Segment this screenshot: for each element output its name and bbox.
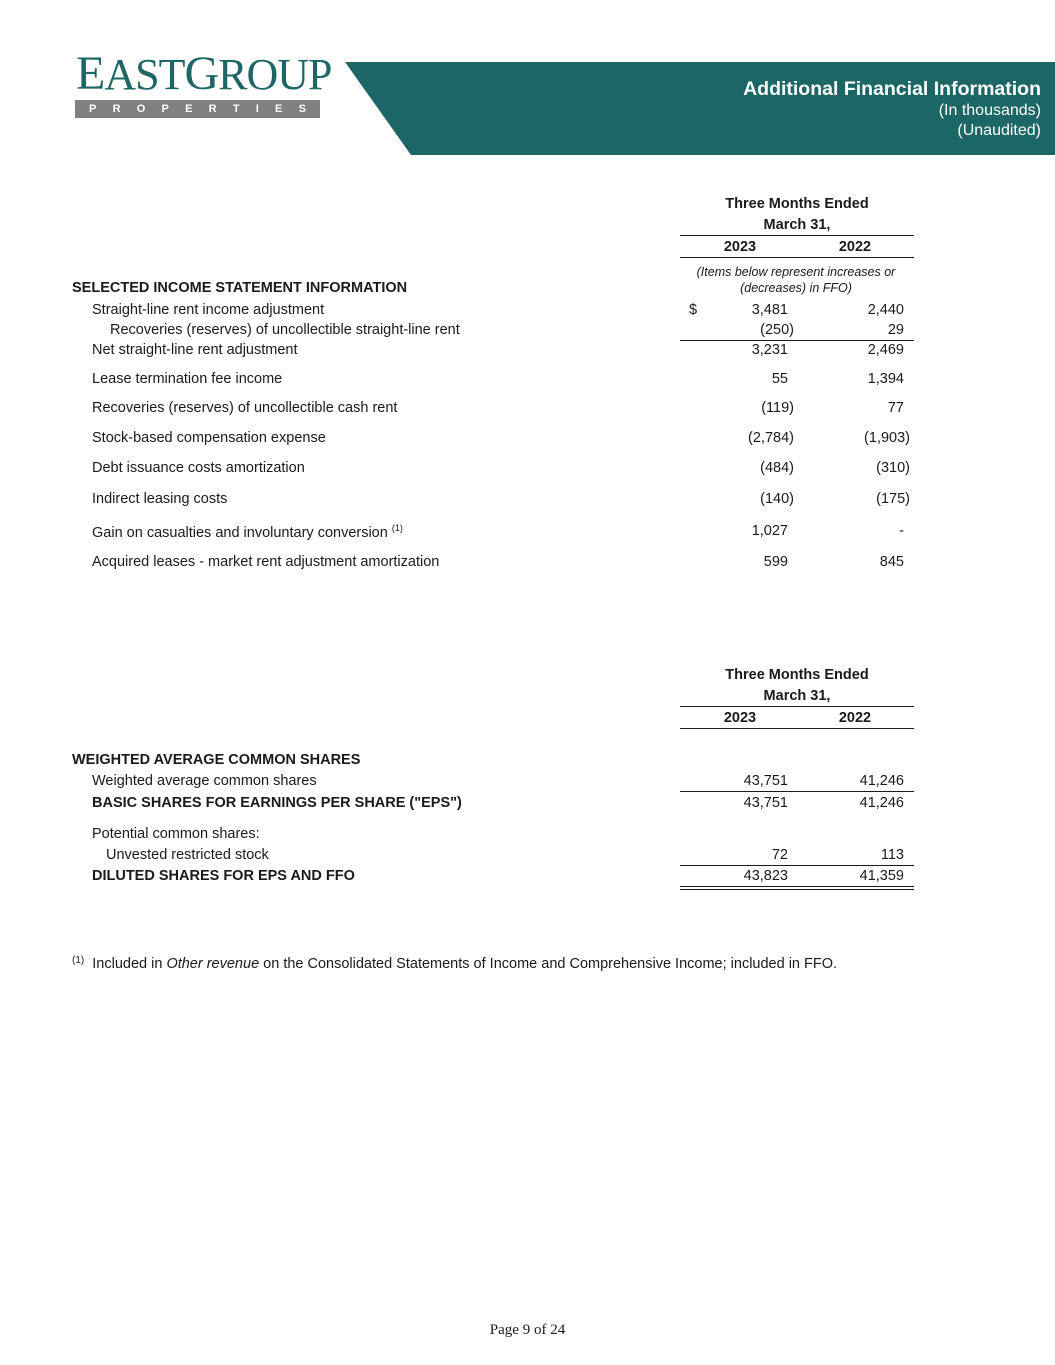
value-2022: 77 <box>887 400 904 416</box>
subtotal-rule <box>680 865 914 866</box>
company-logo-wordmark: EASTGROUP <box>76 47 332 100</box>
column-header-2022: 2022 <box>838 239 872 255</box>
page-title: Additional Financial Information <box>743 78 1041 100</box>
value-2023: 43,751 <box>743 773 788 789</box>
page-number: Page 9 of 24 <box>489 1322 566 1338</box>
row-label-basic-shares: BASIC SHARES FOR EARNINGS PER SHARE ("EPS") <box>92 795 462 811</box>
value-2023: (2,784) <box>748 430 794 446</box>
footnote-marker: (1) <box>72 955 85 966</box>
units-subtitle: (In thousands) <box>938 102 1041 119</box>
value-2022: 29 <box>887 322 904 338</box>
footnote-marker: (1) <box>391 523 403 533</box>
subtotal-rule <box>680 791 914 792</box>
dollar-sign: $ <box>689 302 698 318</box>
value-2022: 41,246 <box>859 795 904 811</box>
footnote-italic-term: Other revenue <box>166 956 260 972</box>
row-label-diluted-shares: DILUTED SHARES FOR EPS AND FFO <box>92 868 355 884</box>
value-2023: 43,751 <box>743 795 788 811</box>
value-2022: 1,394 <box>867 371 904 387</box>
value-2023: (140) <box>760 491 794 507</box>
header-rule <box>680 257 914 258</box>
total-double-rule <box>680 886 914 890</box>
row-label: Acquired leases - market rent adjustment amortization <box>92 554 440 570</box>
value-2022: 41,246 <box>859 773 904 789</box>
ffo-note: (Items below represent increases or (decreases) in FFO) <box>696 265 896 295</box>
value-2022: 845 <box>879 554 904 570</box>
value-2023: (250) <box>760 322 794 338</box>
period-header-date: March 31, <box>763 217 831 233</box>
header-rule <box>680 728 914 729</box>
value-2023: 1,027 <box>751 523 788 539</box>
footnote-text-start: Included in <box>92 956 167 972</box>
section-title-weighted-shares: WEIGHTED AVERAGE COMMON SHARES <box>72 752 361 768</box>
header-rule <box>680 706 914 707</box>
subtotal-rule <box>680 340 914 341</box>
value-2022: (310) <box>876 460 910 476</box>
value-2023: 72 <box>771 847 788 863</box>
row-label: Lease termination fee income <box>92 371 283 387</box>
row-label: Stock-based compensation expense <box>92 430 326 446</box>
footnote-text-end: on the Consolidated Statements of Income and Comprehensive Income; included in FFO. <box>259 956 838 972</box>
value-2023: 3,481 <box>751 302 788 318</box>
period-header: Three Months Ended <box>725 196 869 212</box>
value-2023: (484) <box>760 460 794 476</box>
period-header: Three Months Ended <box>725 667 869 683</box>
value-2022: - <box>899 523 904 539</box>
value-2022: 2,440 <box>867 302 904 318</box>
value-2023: 55 <box>771 371 788 387</box>
row-label: Potential common shares: <box>92 826 260 842</box>
value-2023: (119) <box>761 400 794 416</box>
company-logo-properties-bar: P R O P E R T I E S <box>75 100 320 118</box>
row-label: Straight-line rent income adjustment <box>92 302 325 318</box>
value-2022: 2,469 <box>867 342 904 358</box>
row-label: Gain on casualties and involuntary conversion $^{(1)}$ <box>92 523 403 541</box>
value-2022: (175) <box>876 491 910 507</box>
section-title-income-statement: SELECTED INCOME STATEMENT INFORMATION <box>72 280 408 296</box>
value-2023: 43,823 <box>743 868 788 884</box>
row-label: Unvested restricted stock <box>106 847 269 863</box>
period-header-date: March 31, <box>763 688 831 704</box>
row-label: Recoveries (reserves) of uncollectible cash rent <box>92 400 398 416</box>
row-label: Debt issuance costs amortization <box>92 460 305 476</box>
row-label: Net straight-line rent adjustment <box>92 342 298 358</box>
value-2022: 113 <box>880 847 904 863</box>
value-2023: 599 <box>763 554 788 570</box>
row-label: Weighted average common shares <box>92 773 317 789</box>
column-header-2023: 2023 <box>723 239 757 255</box>
value-2022: 41,359 <box>859 868 904 884</box>
value-2022: (1,903) <box>864 430 910 446</box>
row-label: Recoveries (reserves) of uncollectible straight-line rent <box>110 322 460 338</box>
footnote <box>72 956 837 972</box>
value-2023: 3,231 <box>751 342 788 358</box>
column-header-2023: 2023 <box>723 710 757 726</box>
header-rule <box>680 235 914 236</box>
unaudited-subtitle: (Unaudited) <box>957 122 1041 139</box>
column-header-2022: 2022 <box>838 710 872 726</box>
row-label: Indirect leasing costs <box>92 491 228 507</box>
